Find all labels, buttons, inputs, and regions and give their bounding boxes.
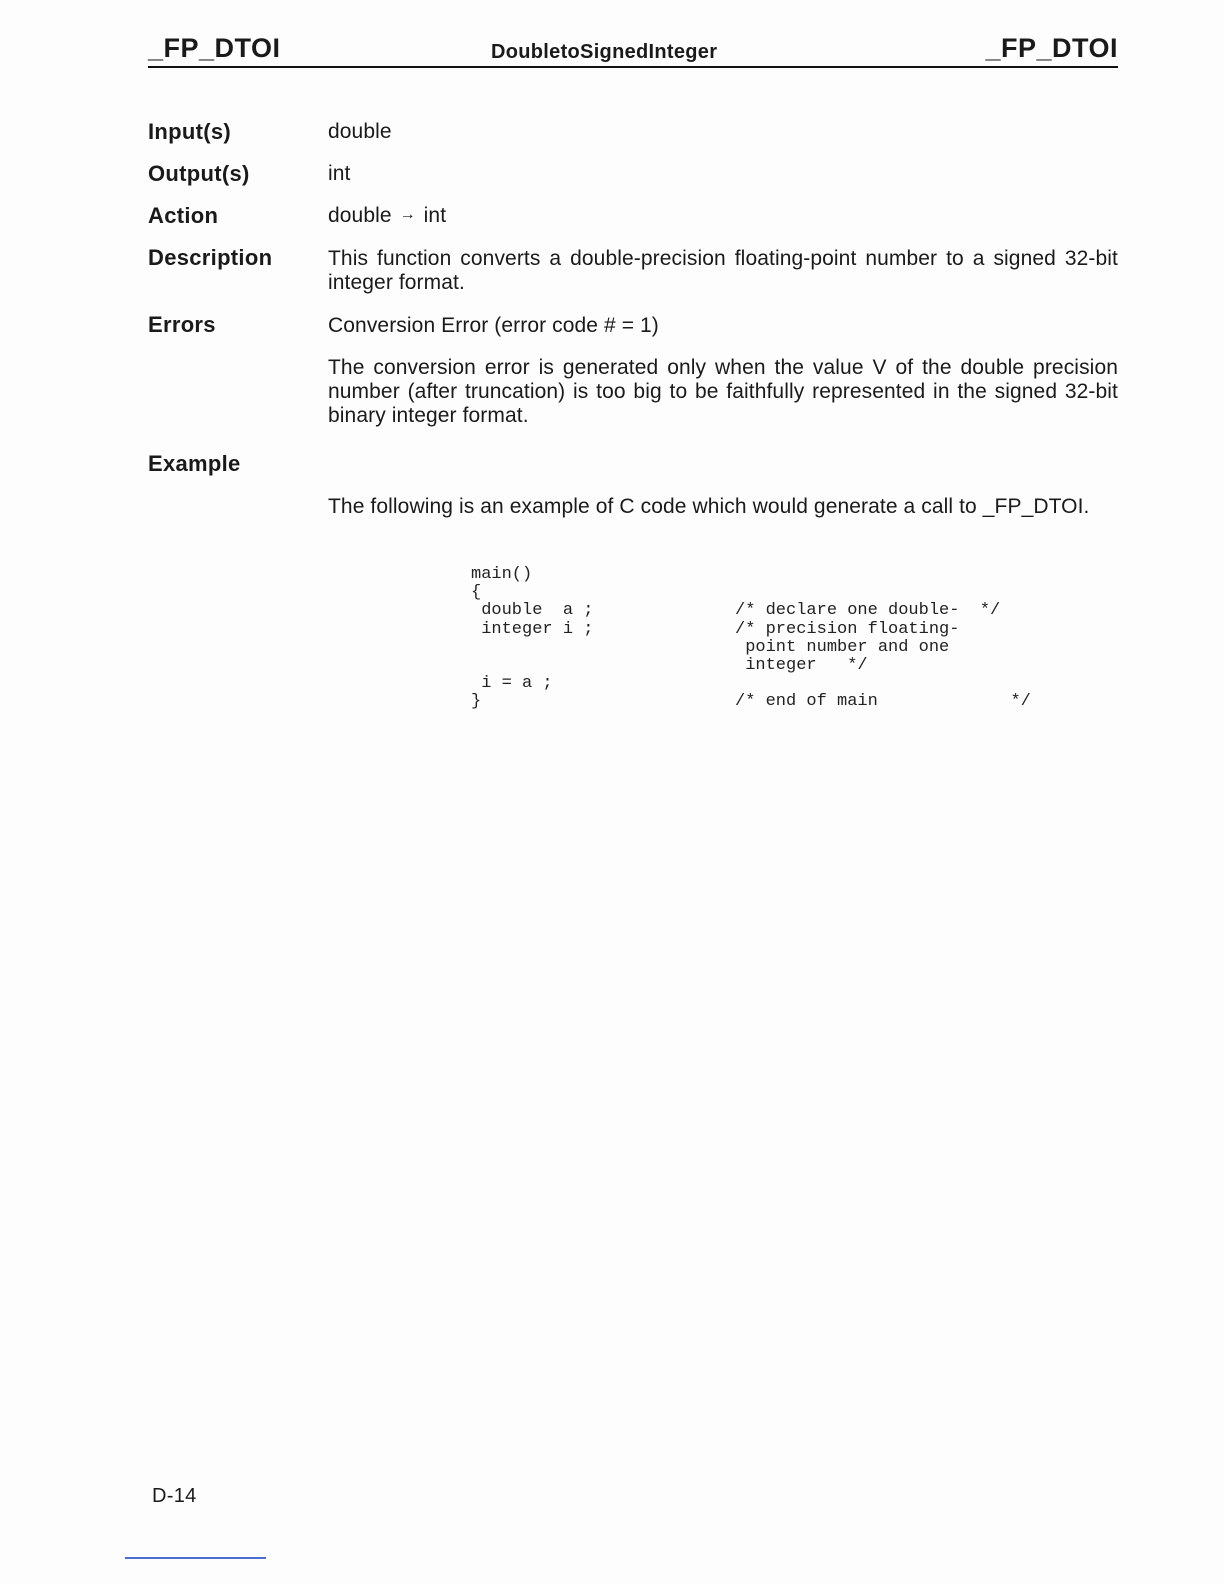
- outputs-value: int: [328, 162, 351, 185]
- right-arrow-icon: →: [399, 206, 416, 223]
- inputs-label: Input(s): [148, 119, 232, 144]
- errors-detail: The conversion error is generated only when the value V of the double precision number (after truncation) is too big to be faithfully represented in the signed 32-bit binary integer format.: [328, 356, 1118, 427]
- code-block-comments: /* declare one double- */ /* precision floating- point number and one integer */ /* end of main */: [735, 601, 1031, 712]
- code-block-statements: main() { double a ; integer i ; i = a ; }: [471, 565, 594, 712]
- outputs-label: Output(s): [148, 161, 250, 186]
- example-intro: The following is an example of C code which would generate a call to _FP_DTOI.: [328, 495, 1090, 518]
- action-from: double: [328, 204, 392, 227]
- header-section-title: DoubletoSignedInteger: [491, 41, 718, 63]
- action-value: [328, 204, 1118, 230]
- errors-value: Conversion Error (error code # = 1): [328, 314, 659, 337]
- header-function-name-right: _FP_DTOI: [985, 33, 1118, 63]
- errors-label: Errors: [148, 312, 216, 337]
- header-function-name-left: _FP_DTOI: [148, 33, 281, 63]
- description-label: Description: [148, 245, 273, 270]
- example-label: Example: [148, 451, 241, 476]
- description-text: This function converts a double-precision floating-point number to a signed 32-bit integer format.: [328, 247, 1118, 294]
- action-label: Action: [148, 203, 219, 228]
- page-number: D-14: [152, 1485, 197, 1507]
- inputs-value: double: [328, 120, 392, 143]
- action-to: int: [423, 204, 447, 227]
- page-header: [148, 30, 1118, 68]
- footer-rule: [125, 1557, 266, 1559]
